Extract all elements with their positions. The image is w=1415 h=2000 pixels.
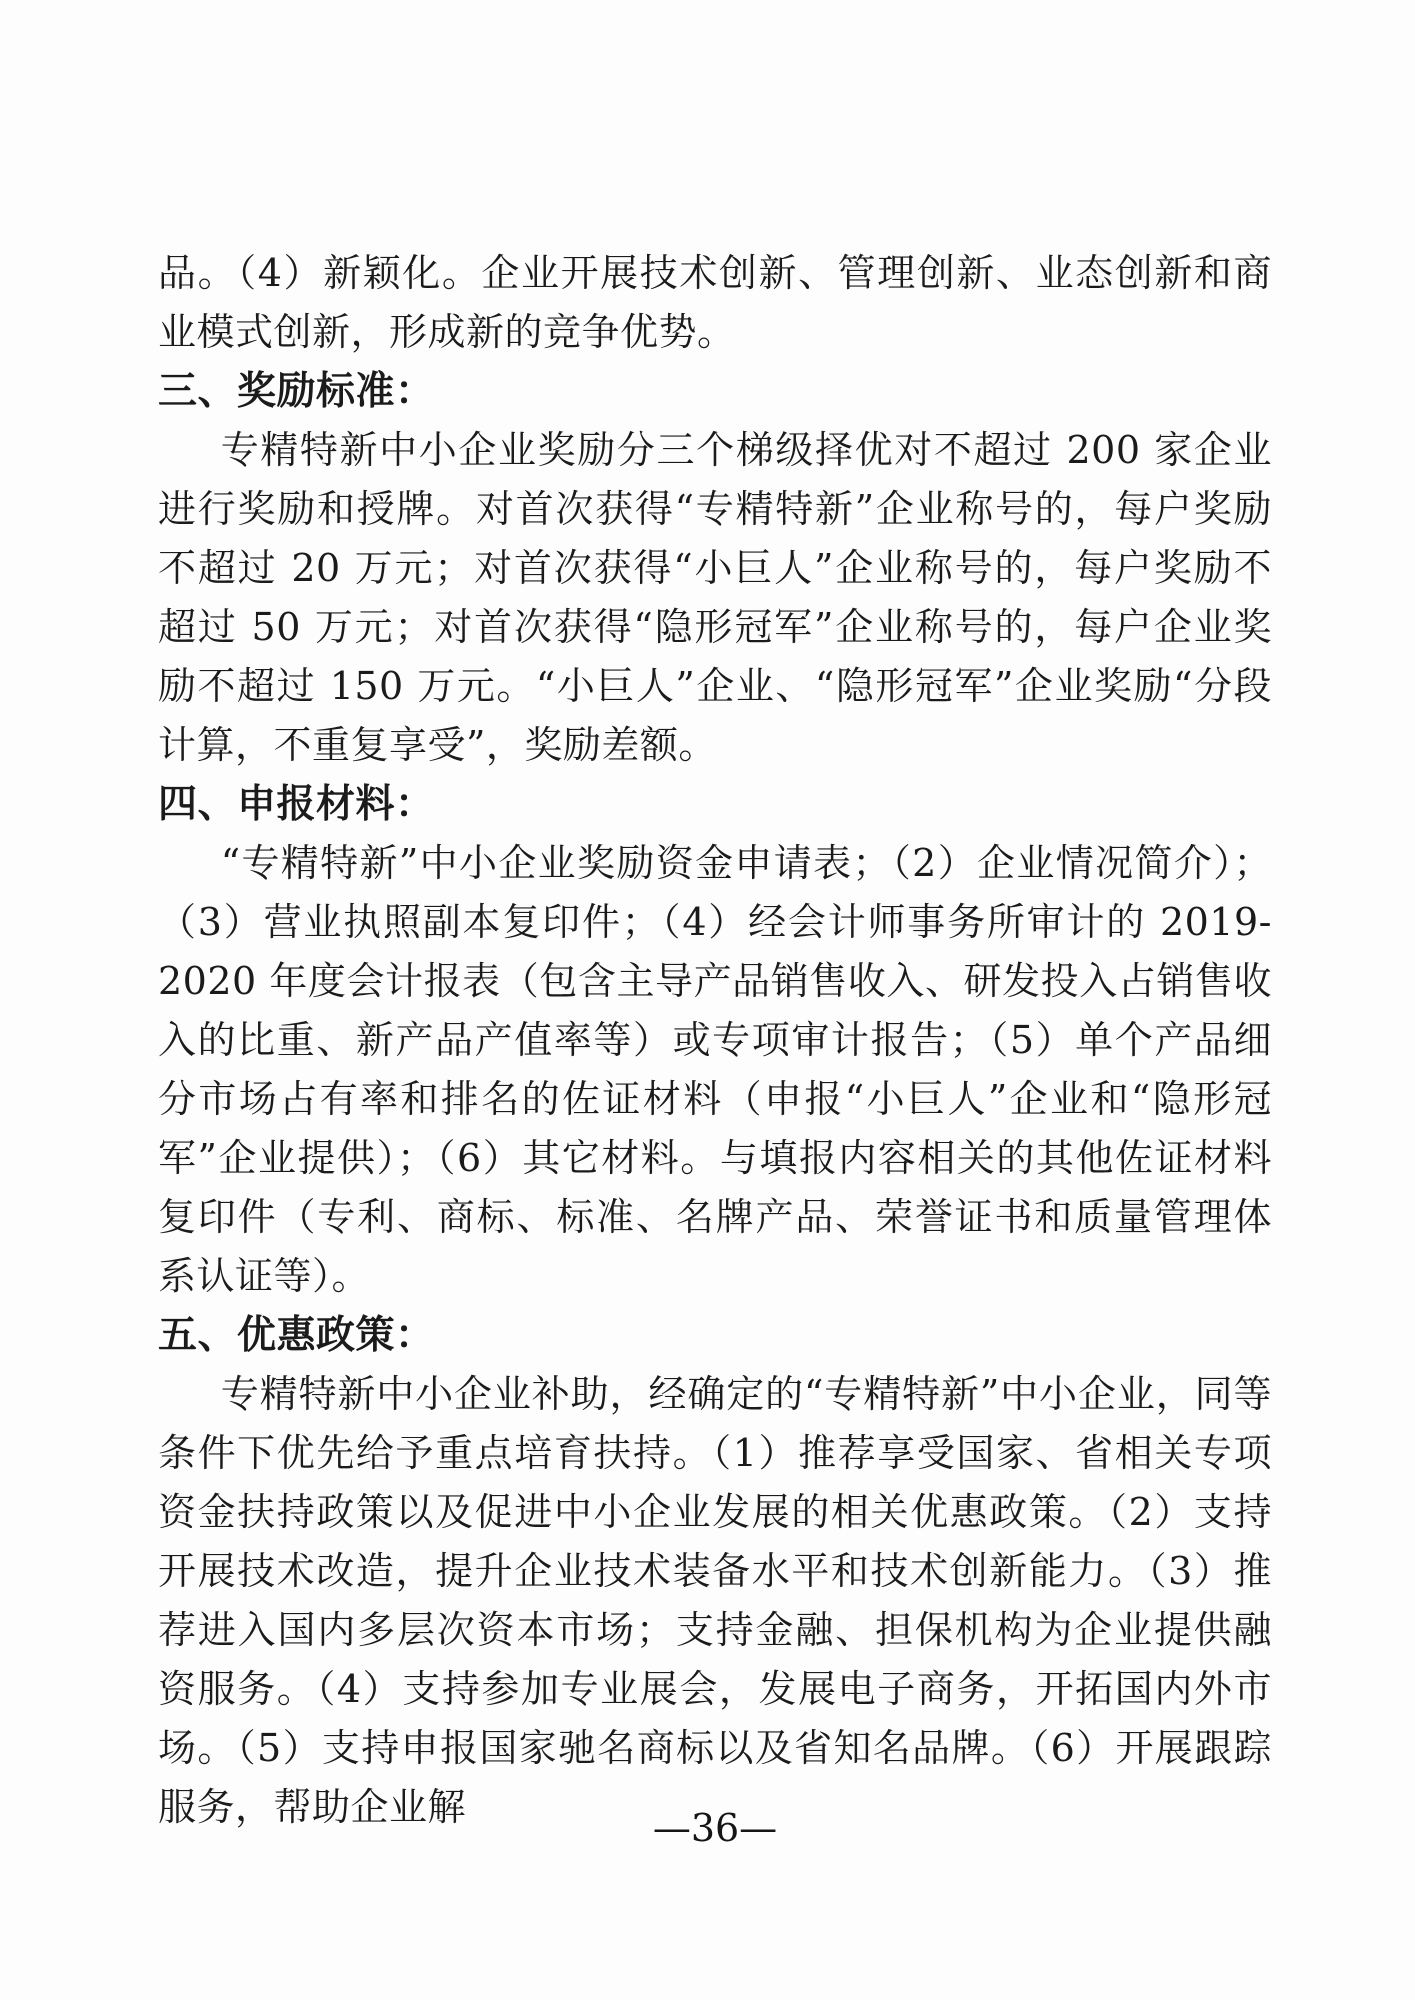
paragraph-application-materials: “专精特新”中小企业奖励资金申请表；（2）企业情况简介）；（3）营业执照副本复印件；（4）经会计师事务所审计的 2019-2020 年度会计报表（包含主导产品销售收入、研发投入占销售收入的比重、新产品产值率等）或专项审计报告；（5）单个产品细分市场占有率和排名的佐证材料（申报“小巨人”企业和“隐形冠军”企业提供）；（6）其它材料。与填报内容相关的其他佐证材料复印件（专利、商标、标准、名牌产品、荣誉证书和质量管理体系认证等）。 (158, 841, 1272, 1298)
paragraph-continued-from-previous-page: 品。（4）新颖化。企业开展技术创新、管理创新、业态创新和商业模式创新，形成新的竞争优势。 (158, 251, 1272, 354)
section-heading-reward-standards: 三、奖励标准： (158, 368, 435, 414)
section-heading-preferential-policies: 五、优惠政策： (158, 1312, 435, 1358)
section-heading-application-materials: 四、申报材料： (158, 781, 435, 827)
paragraph-preferential-policies: 专精特新中小企业补助，经确定的“专精特新”中小企业，同等条件下优先给予重点培育扶持。（1）推荐享受国家、省相关专项资金扶持政策以及促进中小企业发展的相关优惠政策。（2）支持开展技术改造，提升企业技术装备水平和技术创新能力。（3）推荐进入国内多层次资本市场；支持金融、担保机构为企业提供融资服务。（4）支持参加专业展会，发展电子商务，开拓国内外市场。（5）支持申报国家驰名商标以及省知名品牌。（6）开展跟踪服务，帮助企业解 (158, 1372, 1272, 1829)
paragraph-reward-standards: 专精特新中小企业奖励分三个梯级择优对不超过 200 家企业进行奖励和授牌。对首次获得“专精特新”企业称号的，每户奖励不超过 20 万元；对首次获得“小巨人”企业称号的，每户奖励不超过 50 万元；对首次获得“隐形冠军”企业称号的，每户企业奖励不超过 150 万元。“小巨人”企业、“隐形冠军”企业奖励“分段计算，不重复享受”，奖励差额。 (158, 428, 1272, 767)
document-body (158, 244, 1272, 1837)
page-number: —36— (652, 1806, 778, 1850)
